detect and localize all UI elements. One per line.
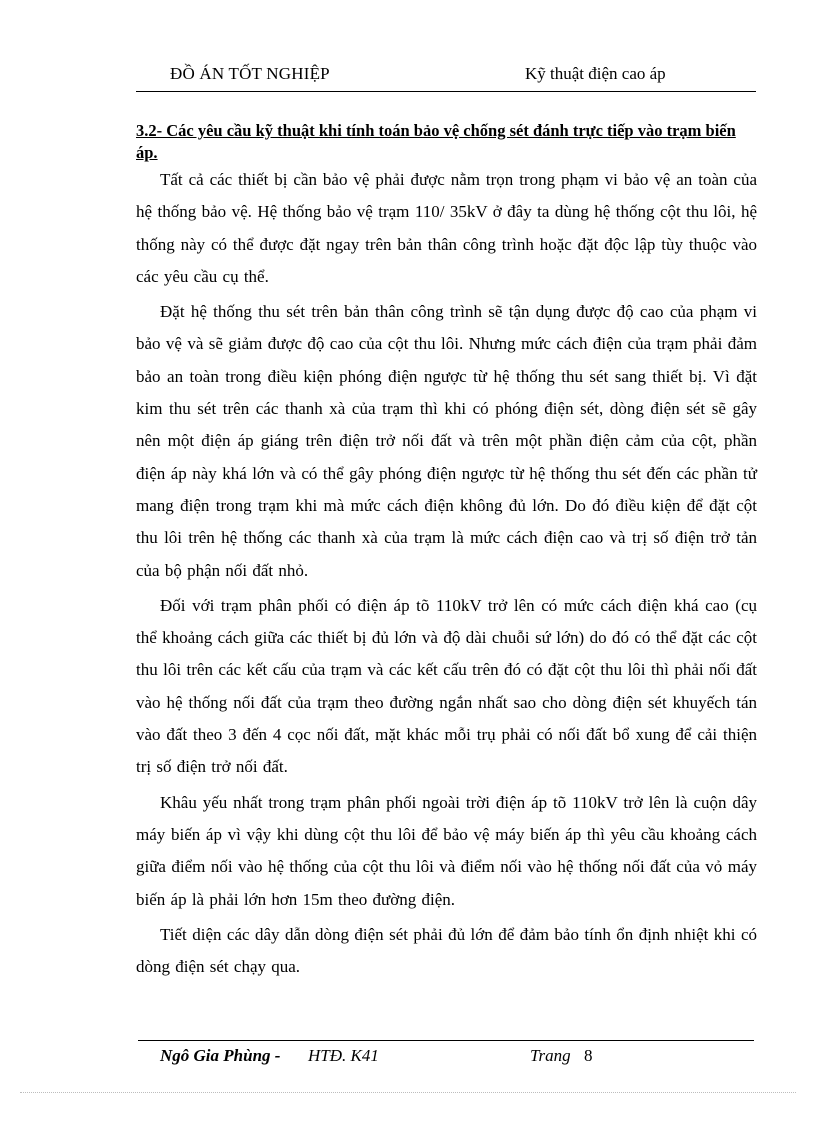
page-footer [138, 1040, 754, 1072]
page-header [136, 64, 756, 94]
footer-class: HTĐ. K41 [308, 1046, 379, 1065]
paragraph-2: Đặt hệ thống thu sét trên bản thân công trình sẽ tận dụng được độ cao của phạm vi bảo vệ và sẽ giảm được độ cao của cột thu lôi. Nhưng mức cách điện của trạm phải đảm bảo an toàn trong điều kiện phóng điện ngược từ hệ thống thu sét sang thiết bị. Vì đặt kim thu sét trên các thanh xà của trạm thì khi có phóng điện sét, dòng điện sét sẽ gây nên một điện áp giáng trên điện trở nối đất và trên một phần điện cảm của cột, phần điện áp này khá lớn và có thể gây phóng điện ngược từ hệ thống thu sét đến các phần tử mang điện trong trạm khi mà mức cách điện không đủ lớn. Do đó điều kiện để đặt cột thu lôi trên hệ thống các thanh xà của trạm là mức cách điện cao và trị số điện trở tản của bộ phận nối đất nhỏ. [136, 302, 757, 580]
section-heading: 3.2- Các yêu cầu kỹ thuật khi tính toán bảo vệ chống sét đánh trực tiếp vào trạm biến áp. [136, 121, 736, 162]
paragraph-4: Khâu yếu nhất trong trạm phân phối ngoài trời điện áp tõ 110kV trở lên là cuộn dây máy biến áp vì vậy khi dùng cột thu lôi để bảo vệ máy biến áp thì yêu cầu khoảng cách giữa điểm nối vào hệ thống của cột thu lôi và điểm nối vào hệ thống nối đất của vỏ máy biến áp là phải lớn hơn 15m theo đường điện. [136, 792, 757, 909]
paragraph-5: Tiết diện các dây dẫn dòng điện sét phải đủ lớn để đảm bảo tính ổn định nhiệt khi có dòng điện sét chạy qua. [136, 924, 757, 977]
page-bottom-edge [20, 1092, 796, 1093]
footer-divider [138, 1040, 754, 1041]
header-thesis-title: ĐỒ ÁN TỐT NGHIỆP [170, 64, 330, 83]
body-text [136, 164, 757, 983]
footer-author: Ngô Gia Phùng - [160, 1046, 281, 1065]
paragraph-3: Đối với trạm phân phối có điện áp tõ 110kV trở lên có mức cách điện khá cao (cụ thể khoảng cách giữa các thiết bị đủ lớn và độ dài chuỗi sứ lớn) do đó có thể đặt các cột thu lôi trên các kết cấu của trạm và các kết cấu trên đó có đặt cột thu lôi thì phải nối đất vào hệ thống nối đất của trạm theo đường ngắn nhất sao cho dòng điện sét khuyếch tán vào đất theo 3 đến 4 cọc nối đất, mặt khác mỗi trụ phải có nối đất bổ xung để cải thiện trị số điện trở nối đất. [136, 595, 757, 777]
footer-page-label: Trang [530, 1046, 571, 1065]
header-divider [136, 91, 756, 92]
footer-page-number: 8 [584, 1046, 593, 1065]
paragraph-1: Tất cả các thiết bị cần bảo vệ phải được nằm trọn trong phạm vi bảo vệ an toàn của hệ thống bảo vệ. Hệ thống bảo vệ trạm 110/ 35kV ở đây ta dùng hệ thống cột thu lôi, hệ thống này có thể được đặt ngay trên bản thân công trình hoặc đặt độc lập tùy thuộc vào các yêu cầu cụ thể. [136, 170, 757, 286]
header-subject: Kỹ thuật điện cao áp [525, 64, 666, 83]
